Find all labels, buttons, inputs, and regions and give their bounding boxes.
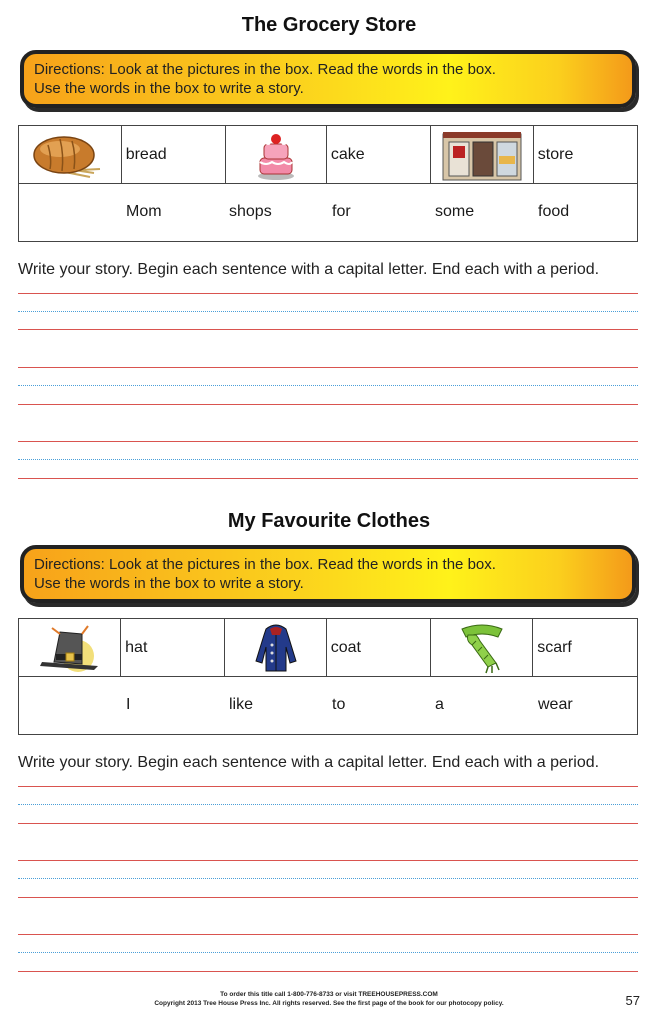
word-cell: bread [121, 126, 226, 184]
word-cell: coat [326, 619, 431, 677]
word-cell: store [533, 126, 637, 184]
directions-box [20, 50, 636, 108]
writing-line-base [18, 478, 638, 479]
writing-line-mid [18, 804, 638, 805]
page-number: 57 [625, 993, 640, 1008]
directions-line: Directions: Look at the pictures in the box. Read the words in the box. [34, 556, 496, 573]
word-cell: hat [121, 619, 225, 677]
extra-word: I [126, 696, 131, 713]
writing-line-top [18, 786, 638, 787]
writing-line-mid [18, 385, 638, 386]
coat-picture-cell [225, 619, 326, 677]
extra-words-row [19, 677, 638, 735]
extra-word: food [538, 203, 570, 220]
directions-line: Use the words in the box to write a story. [34, 575, 304, 592]
writing-line-top [18, 934, 638, 935]
word-box [18, 618, 638, 735]
store-picture-cell [430, 126, 533, 184]
extra-word: wear [538, 696, 573, 713]
writing-line-top [18, 441, 638, 442]
extra-word: like [229, 696, 254, 713]
writing-line-base [18, 823, 638, 824]
section-title: The Grocery Store [241, 14, 417, 36]
directions-box [20, 545, 636, 603]
cake-picture-cell [226, 126, 327, 184]
directions-line: Use the words in the box to write a story. [34, 80, 304, 97]
writing-line-base [18, 971, 638, 972]
word-box [18, 125, 638, 242]
extra-word: some [435, 203, 475, 220]
writing-line-base [18, 329, 638, 330]
directions-line: Directions: Look at the pictures in the box. Read the words in the box. [34, 61, 496, 78]
coat-icon [225, 621, 325, 675]
writing-line-mid [18, 311, 638, 312]
scarf-icon [431, 621, 532, 675]
hat-picture-cell [19, 619, 121, 677]
extra-word: shops [229, 203, 272, 220]
writing-line-base [18, 897, 638, 898]
footer [0, 990, 658, 1008]
hat-icon [19, 622, 120, 674]
story-instruction: Write your story. Begin each sentence with a capital letter. End each with a period. [18, 261, 600, 278]
extra-words-row [19, 184, 638, 242]
cake-icon [226, 128, 326, 182]
story-instruction: Write your story. Begin each sentence with a capital letter. End each with a period. [18, 754, 600, 771]
writing-line-mid [18, 459, 638, 460]
section-title: My Favourite Clothes [227, 510, 431, 532]
writing-line-top [18, 860, 638, 861]
extra-word: to [332, 696, 346, 713]
writing-line-base [18, 404, 638, 405]
writing-line-top [18, 293, 638, 294]
store-icon [431, 128, 533, 182]
extra-word: Mom [126, 203, 162, 220]
writing-line-mid [18, 952, 638, 953]
bread-icon [19, 129, 121, 181]
extra-word: a [435, 696, 444, 713]
footer-copyright-line: Copyright 2013 Tree House Press Inc. All rights reserved. See the first page of the book for our photocopy policy. [154, 1000, 504, 1007]
word-cell: scarf [533, 619, 638, 677]
scarf-picture-cell [431, 619, 533, 677]
writing-line-mid [18, 878, 638, 879]
footer-order-line: To order this title call 1-800-776-8733 or visit TREEHOUSEPRESS.COM [220, 991, 438, 998]
writing-line-top [18, 367, 638, 368]
bread-picture-cell [19, 126, 122, 184]
extra-word: for [332, 203, 351, 220]
word-cell: cake [326, 126, 430, 184]
